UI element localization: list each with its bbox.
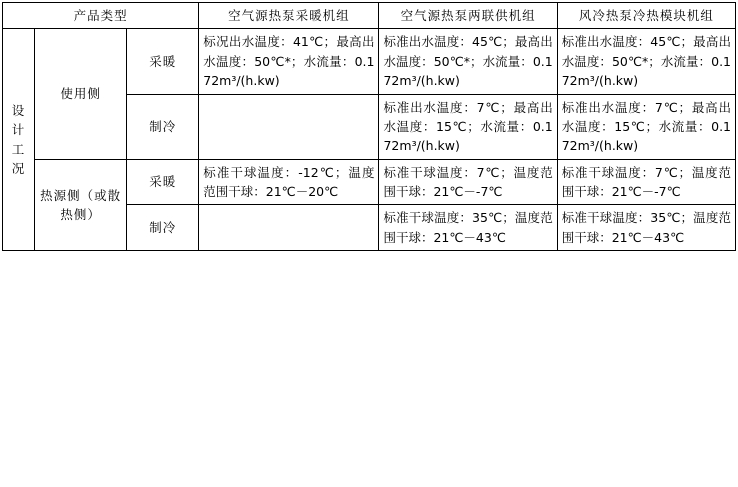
spec-table-page [0, 2, 738, 487]
cell-source-heating-col1: 标准干球温度：-12℃；温度范围干球：21℃－20℃ [199, 159, 379, 205]
mode-label-heating: 采暖 [127, 29, 199, 94]
table-header-row [3, 3, 736, 29]
design-condition-table [2, 2, 736, 251]
header-air-cooled-module: 风冷热泵冷热模块机组 [557, 3, 735, 29]
cell-source-heating-col2: 标准干球温度：7℃；温度范围干球：21℃－-7℃ [379, 159, 557, 205]
side-label-usage: 使用侧 [35, 29, 127, 159]
row-group-design-condition: 设 计 工 况 [3, 29, 35, 251]
mode-label-heating-2: 采暖 [127, 159, 199, 205]
header-heat-pump-dual: 空气源热泵两联供机组 [379, 3, 557, 29]
table-row [3, 159, 736, 205]
cell-source-cooling-col3: 标准干球温度：35℃；温度范围干球：21℃－43℃ [557, 205, 735, 251]
cell-usage-cooling-col2: 标准出水温度：7℃；最高出水温度：15℃；水流量：0.172m³/(h.kw) [379, 94, 557, 159]
side-label-heat-source: 热源侧（或散热侧） [35, 159, 127, 251]
header-heat-pump-heating: 空气源热泵采暖机组 [199, 3, 379, 29]
cell-usage-heating-col3: 标准出水温度：45℃；最高出水温度：50℃*；水流量：0.172m³/(h.kw) [557, 29, 735, 94]
mode-label-cooling-2: 制冷 [127, 205, 199, 251]
table-row [3, 29, 736, 94]
cell-usage-heating-col2: 标准出水温度：45℃；最高出水温度：50℃*；水流量：0.172m³/(h.kw) [379, 29, 557, 94]
cell-usage-heating-col1: 标况出水温度：41℃；最高出水温度：50℃*；水流量：0.172m³/(h.kw) [199, 29, 379, 94]
cell-usage-cooling-col3: 标准出水温度：7℃；最高出水温度：15℃；水流量：0.172m³/(h.kw) [557, 94, 735, 159]
cell-source-heating-col3: 标准干球温度：7℃；温度范围干球：21℃－-7℃ [557, 159, 735, 205]
cell-usage-cooling-col1 [199, 94, 379, 159]
cell-source-cooling-col1 [199, 205, 379, 251]
cell-source-cooling-col2: 标准干球温度：35℃；温度范围干球：21℃－43℃ [379, 205, 557, 251]
mode-label-cooling: 制冷 [127, 94, 199, 159]
header-product-type: 产品类型 [3, 3, 199, 29]
